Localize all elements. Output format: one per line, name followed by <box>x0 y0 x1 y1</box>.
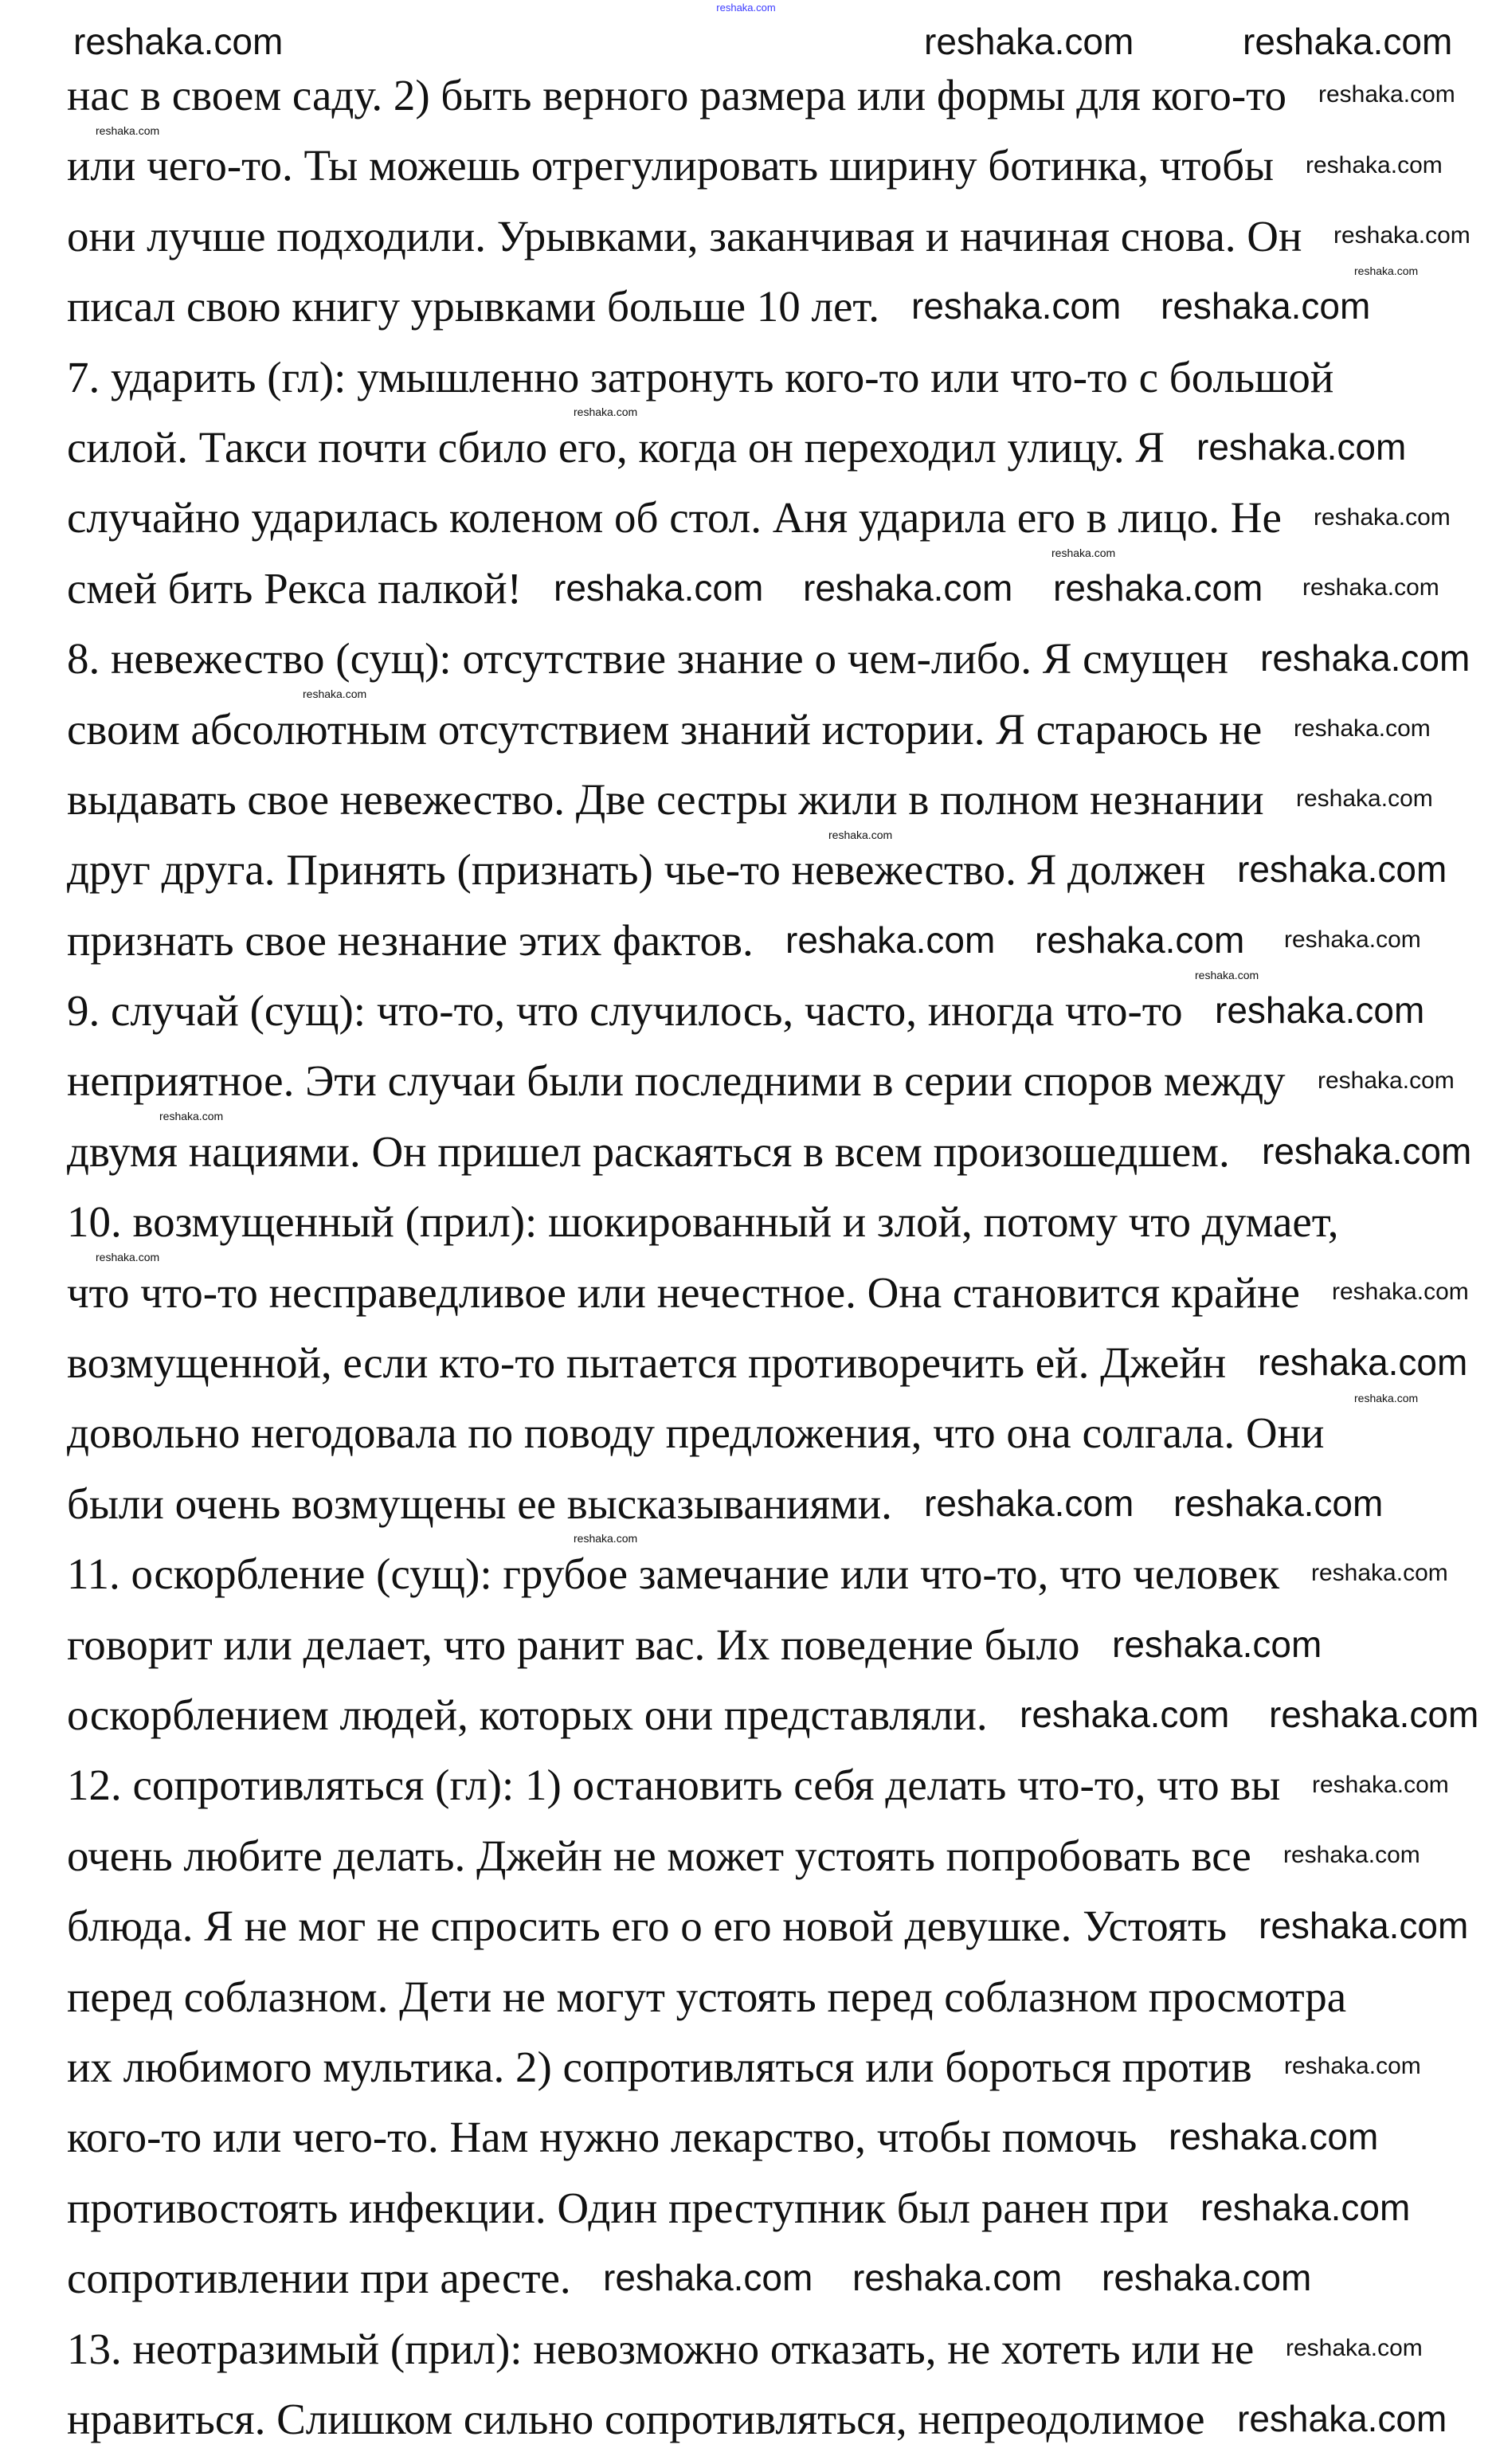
watermark: reshaka.com <box>1020 1694 1230 1735</box>
watermark: reshaka.com <box>1169 2116 1379 2157</box>
text-line: 7. ударить (гл): умышленно затронуть кого-то или что-то с большой <box>67 352 1334 402</box>
watermark: reshaka.com <box>785 919 996 961</box>
watermark: reshaka.com <box>1053 567 1263 609</box>
site-mark: reshaka.com <box>716 2 776 14</box>
watermark: reshaka.com <box>924 21 1134 62</box>
watermark: reshaka.com <box>1318 81 1455 108</box>
watermark: reshaka.com <box>1200 2187 1411 2228</box>
text-line: говорит или делает, что ранит вас. Их поведение было <box>67 1620 1080 1669</box>
watermark: reshaka.com <box>1196 426 1407 468</box>
watermark: reshaka.com <box>1051 546 1116 559</box>
text-line: неприятное. Эти случаи были последними в серии споров между <box>67 1056 1286 1106</box>
watermark: reshaka.com <box>554 567 764 609</box>
watermark: reshaka.com <box>1294 715 1431 742</box>
text-line: нравиться. Слишком сильно сопротивляться, непреодолимое <box>67 2394 1205 2443</box>
text-line: сопротивлении при аресте. <box>67 2254 571 2303</box>
watermark: reshaka.com <box>852 2257 1063 2298</box>
text-line: 9. случай (сущ): что-то, что случилось, часто, иногда что-то <box>67 986 1183 1036</box>
text-line: перед соблазном. Дети не могут устоять перед соблазном просмотра <box>67 1972 1347 2021</box>
watermark: reshaka.com <box>73 21 284 62</box>
watermark: reshaka.com <box>1311 1560 1448 1586</box>
text-line: их любимого мультика. 2) сопротивляться или бороться против <box>67 2042 1252 2091</box>
watermark: reshaka.com <box>96 124 160 137</box>
watermark: reshaka.com <box>1258 1342 1468 1383</box>
watermark: reshaka.com <box>803 567 1013 609</box>
text-line: или чего-то. Ты можешь отрегулировать ширину ботинка, чтобы <box>67 141 1275 190</box>
watermark: reshaka.com <box>1112 1624 1322 1665</box>
watermark: reshaka.com <box>1237 848 1447 890</box>
text-line: они лучше подходили. Урывками, заканчивая и начиная снова. Он <box>67 211 1302 261</box>
text-line: возмущенной, если кто-то пытается противоречить ей. Джейн <box>67 1338 1227 1388</box>
text-line: друг друга. Принять (признать) чье-то невежество. Я должен <box>67 845 1206 895</box>
watermark: reshaka.com <box>603 2257 813 2298</box>
watermark: reshaka.com <box>1332 1279 1469 1305</box>
text-line: двумя нациями. Он пришел раскаяться в всем произошедшем. <box>67 1126 1230 1176</box>
watermark: reshaka.com <box>1286 2335 1423 2361</box>
watermark: reshaka.com <box>1284 926 1421 953</box>
watermark: reshaka.com <box>1283 1842 1420 1868</box>
watermark: reshaka.com <box>1215 989 1425 1031</box>
text-line: кого-то или чего-то. Нам нужно лекарство, чтобы помочь <box>67 2113 1138 2162</box>
watermark: reshaka.com <box>574 405 638 418</box>
text-line: случайно ударилась коленом об стол. Аня ударила его в лицо. Не <box>67 493 1282 543</box>
watermark: reshaka.com <box>1314 504 1451 531</box>
text-line: силой. Такси почти сбило его, когда он переходил улицу. Я <box>67 422 1165 472</box>
watermark: reshaka.com <box>1237 2398 1447 2439</box>
watermark: reshaka.com <box>1354 264 1419 277</box>
document-body <box>67 70 1346 2464</box>
watermark: reshaka.com <box>828 829 893 841</box>
text-line: что что-то несправедливое или нечестное. Она становится крайне <box>67 1267 1300 1317</box>
watermark: reshaka.com <box>1260 637 1470 679</box>
watermark: reshaka.com <box>1102 2257 1312 2298</box>
watermark: reshaka.com <box>303 687 367 700</box>
watermark: reshaka.com <box>1296 785 1433 812</box>
watermark: reshaka.com <box>1312 1772 1449 1798</box>
watermark: reshaka.com <box>1262 1130 1472 1172</box>
watermark: reshaka.com <box>924 1483 1134 1524</box>
text-line: оскорблением людей, которых они представляли. <box>67 1690 988 1739</box>
watermark: reshaka.com <box>1318 1067 1455 1094</box>
text-line: 10. возмущенный (прил): шокированный и злой, потому что думает, <box>67 1197 1339 1247</box>
watermark: reshaka.com <box>1354 1392 1419 1404</box>
text-line: смей бить Рекса палкой! <box>67 563 522 613</box>
text-line: писал свою книгу урывками больше 10 лет. <box>67 282 880 331</box>
watermark: reshaka.com <box>574 1532 638 1545</box>
text-line: противостоять инфекции. Один преступник был ранен при <box>67 2183 1169 2232</box>
text-line: очень любите делать. Джейн не может устоять попробовать все <box>67 1831 1251 1880</box>
watermark: reshaka.com <box>1195 969 1259 981</box>
text-line: были очень возмущены ее высказываниями. <box>67 1479 892 1528</box>
watermark: reshaka.com <box>1035 919 1245 961</box>
text-line: довольно негодовала по поводу предложения, что она солгала. Они <box>67 1408 1325 1458</box>
watermark: reshaka.com <box>1284 2053 1421 2079</box>
text-line: 11. оскорбление (сущ): грубое замечание или что-то, что человек <box>67 1549 1280 1599</box>
text-line: признать свое незнание этих фактов. <box>67 915 754 965</box>
text-line: выдавать свое невежество. Две сестры жили в полном незнании <box>67 774 1264 824</box>
watermark: reshaka.com <box>1306 152 1443 178</box>
watermark: reshaka.com <box>911 285 1122 327</box>
watermark: reshaka.com <box>1243 21 1453 62</box>
watermark: reshaka.com <box>1173 1483 1384 1524</box>
text-line: нас в своем саду. 2) быть верного размера или формы для кого-то <box>67 71 1286 119</box>
text-line: 12. сопротивляться (гл): 1) остановить себя делать что-то, что вы <box>67 1761 1281 1810</box>
watermark: reshaka.com <box>1161 285 1371 327</box>
watermark: reshaka.com <box>1333 222 1470 249</box>
text-line: блюда. Я не мог не спросить его о его новой девушке. Устоять <box>67 1902 1228 1951</box>
watermark: reshaka.com <box>96 1251 160 1263</box>
watermark: reshaka.com <box>159 1110 224 1122</box>
watermark: reshaka.com <box>1269 1694 1479 1735</box>
watermark: reshaka.com <box>1259 1905 1469 1946</box>
text-line: 8. невежество (сущ): отсутствие знание о чем-либо. Я смущен <box>67 634 1229 684</box>
watermark: reshaka.com <box>1302 574 1439 601</box>
text-line: своим абсолютным отсутствием знаний истории. Я стараюсь не <box>67 704 1263 754</box>
text-line: 13. неотразимый (прил): невозможно отказать, не хотеть или не <box>67 2324 1255 2373</box>
